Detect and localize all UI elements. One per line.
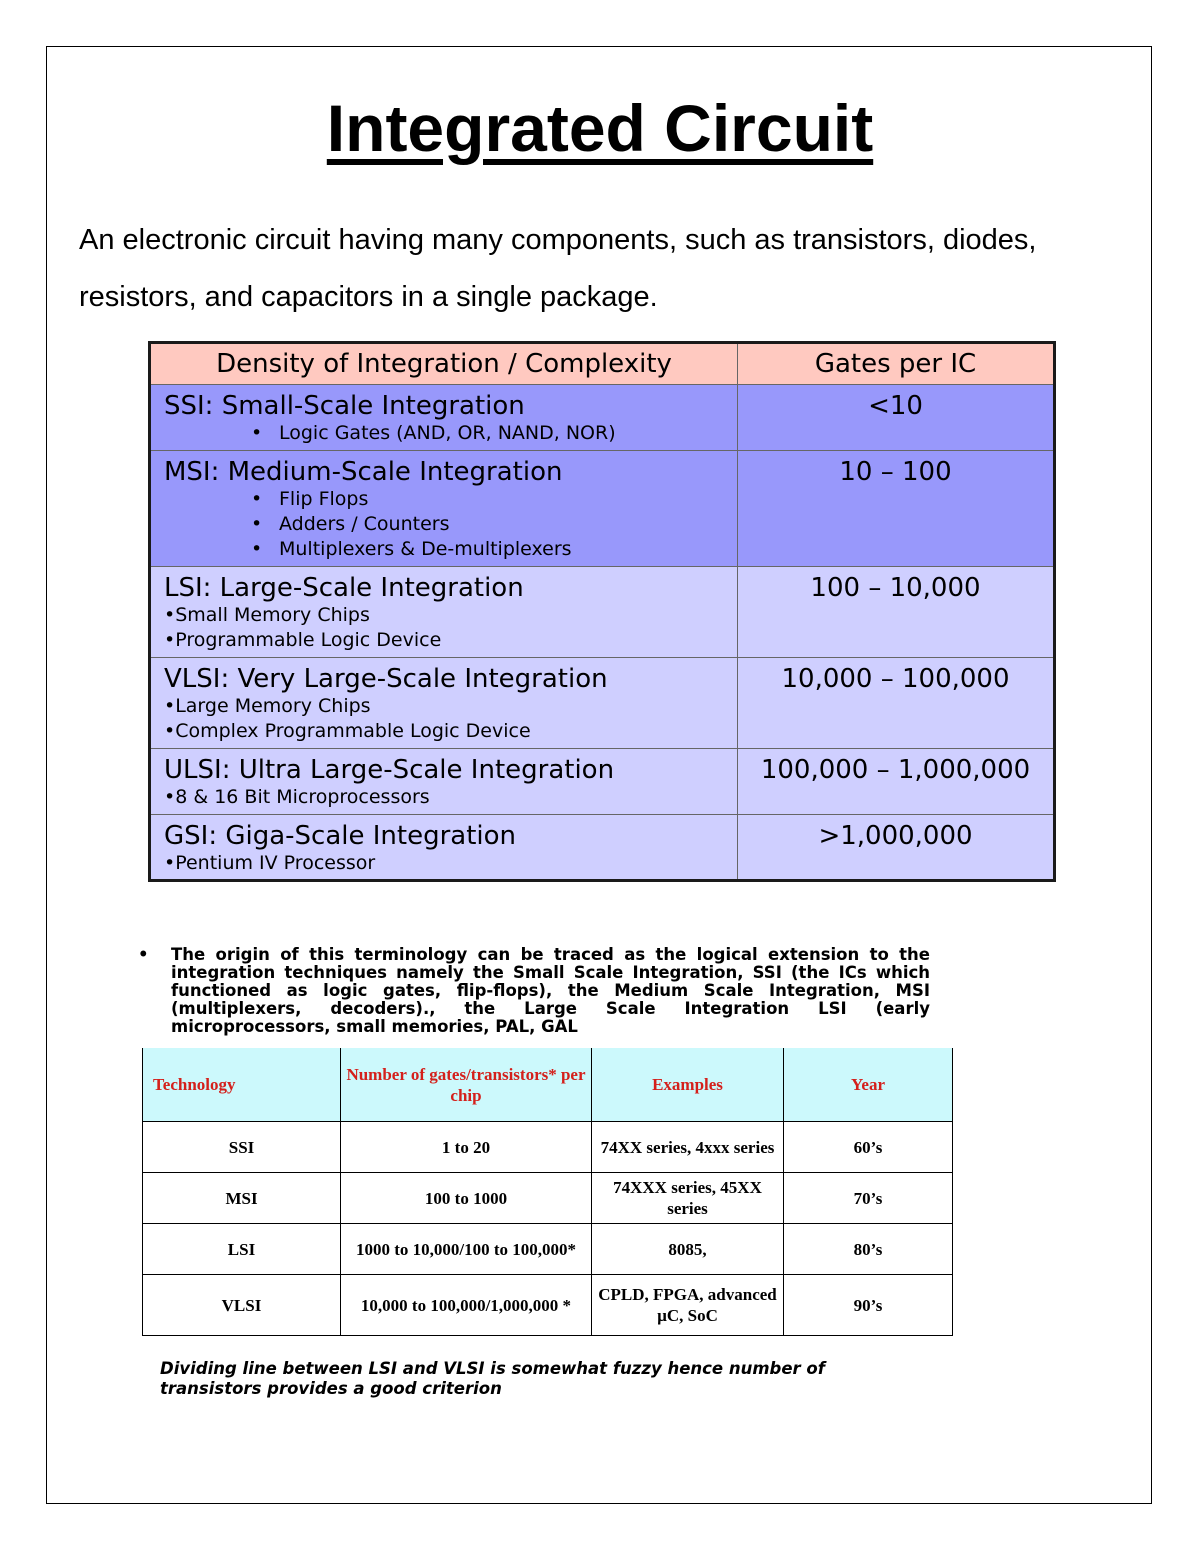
header-year: Year xyxy=(784,1048,953,1122)
footnote: Dividing line between LSI and VLSI is somewhat fuzzy hence number of transistors provides a good criterion xyxy=(160,1359,825,1398)
technology-table xyxy=(142,1048,953,1336)
integration-density-table xyxy=(148,341,1056,882)
list-item: •Complex Programmable Logic Device xyxy=(164,720,531,742)
list-item: • Multiplexers & De-multiplexers xyxy=(251,538,572,560)
table-row xyxy=(150,815,1055,881)
table-header-row xyxy=(150,343,1055,385)
intro-text: An electronic circuit having many components, such as transistors, diodes, resistors, and capacitors in a single package. xyxy=(79,224,1037,313)
row-ulsi xyxy=(150,749,738,815)
row-title: MSI: Medium-Scale Integration xyxy=(164,457,563,487)
cell-year: 80’s xyxy=(784,1224,953,1275)
list-item: •Programmable Logic Device xyxy=(164,629,442,651)
table-header-row xyxy=(143,1048,953,1122)
cell-examples: 74XXX series, 45XX series xyxy=(592,1173,784,1224)
list-item: •Small Memory Chips xyxy=(164,604,370,626)
list-item: • Flip Flops xyxy=(251,488,369,510)
row-title: ULSI: Ultra Large-Scale Integration xyxy=(164,755,615,785)
row-ssi xyxy=(150,385,738,451)
list-item: •8 & 16 Bit Microprocessors xyxy=(164,786,430,808)
cell-gates: 1 to 20 xyxy=(341,1122,592,1173)
table-row xyxy=(143,1275,953,1336)
cell-technology: MSI xyxy=(143,1173,341,1224)
header-density: Density of Integration / Complexity xyxy=(150,343,738,385)
origin-paragraph xyxy=(138,946,930,1036)
table-row xyxy=(150,451,1055,567)
list-item: • Adders / Counters xyxy=(251,513,450,535)
row-title: VLSI: Very Large-Scale Integration xyxy=(164,664,608,694)
cell-year: 70’s xyxy=(784,1173,953,1224)
cell-gates: 10,000 to 100,000/1,000,000 * xyxy=(341,1275,592,1336)
cell-technology: VLSI xyxy=(143,1275,341,1336)
table-row xyxy=(143,1224,953,1275)
cell-technology: SSI xyxy=(143,1122,341,1173)
gates-value: 10,000 – 100,000 xyxy=(738,658,1055,749)
row-gsi xyxy=(150,815,738,881)
cell-examples: 8085, xyxy=(592,1224,784,1275)
table-row xyxy=(150,567,1055,658)
cell-examples: CPLD, FPGA, advanced µC, SoC xyxy=(592,1275,784,1336)
list-item: •Large Memory Chips xyxy=(164,695,371,717)
row-title: GSI: Giga-Scale Integration xyxy=(164,821,517,851)
table-row xyxy=(150,749,1055,815)
gates-value: 10 – 100 xyxy=(738,451,1055,567)
page-title: Integrated Circuit xyxy=(326,91,874,165)
cell-gates: 100 to 1000 xyxy=(341,1173,592,1224)
row-vlsi xyxy=(150,658,738,749)
row-lsi xyxy=(150,567,738,658)
table-row xyxy=(150,385,1055,451)
table-row xyxy=(150,658,1055,749)
gates-value: >1,000,000 xyxy=(738,815,1055,881)
cell-year: 60’s xyxy=(784,1122,953,1173)
header-examples: Examples xyxy=(592,1048,784,1122)
row-msi xyxy=(150,451,738,567)
gates-value: 100,000 – 1,000,000 xyxy=(738,749,1055,815)
table-row xyxy=(143,1173,953,1224)
row-title: SSI: Small-Scale Integration xyxy=(164,391,525,421)
header-technology: Technology xyxy=(143,1048,341,1122)
table-row xyxy=(143,1122,953,1173)
cell-technology: LSI xyxy=(143,1224,341,1275)
cell-gates: 1000 to 10,000/100 to 100,000* xyxy=(341,1224,592,1275)
gates-value: <10 xyxy=(738,385,1055,451)
cell-year: 90’s xyxy=(784,1275,953,1336)
bullet-icon: • xyxy=(138,945,149,964)
paragraph-text: The origin of this terminology can be traced as the logical extension to the integration techniques namely the Small Scale Integration, SSI (the ICs which functioned as logic gates, flip-flops), the Medium Scale Integration, MSI (multiplexers, decoders)., the Large Scale Integration LSI (early microprocessors, small memories, PAL, GAL xyxy=(171,945,930,1036)
cell-examples: 74XX series, 4xxx series xyxy=(592,1122,784,1173)
header-gates-per-chip: Number of gates/transistors* per chip xyxy=(341,1048,592,1122)
gates-value: 100 – 10,000 xyxy=(738,567,1055,658)
list-item: •Pentium IV Processor xyxy=(164,852,376,874)
row-title: LSI: Large-Scale Integration xyxy=(164,573,524,603)
list-item: • Logic Gates (AND, OR, NAND, NOR) xyxy=(251,422,616,444)
header-gates: Gates per IC xyxy=(738,343,1055,385)
